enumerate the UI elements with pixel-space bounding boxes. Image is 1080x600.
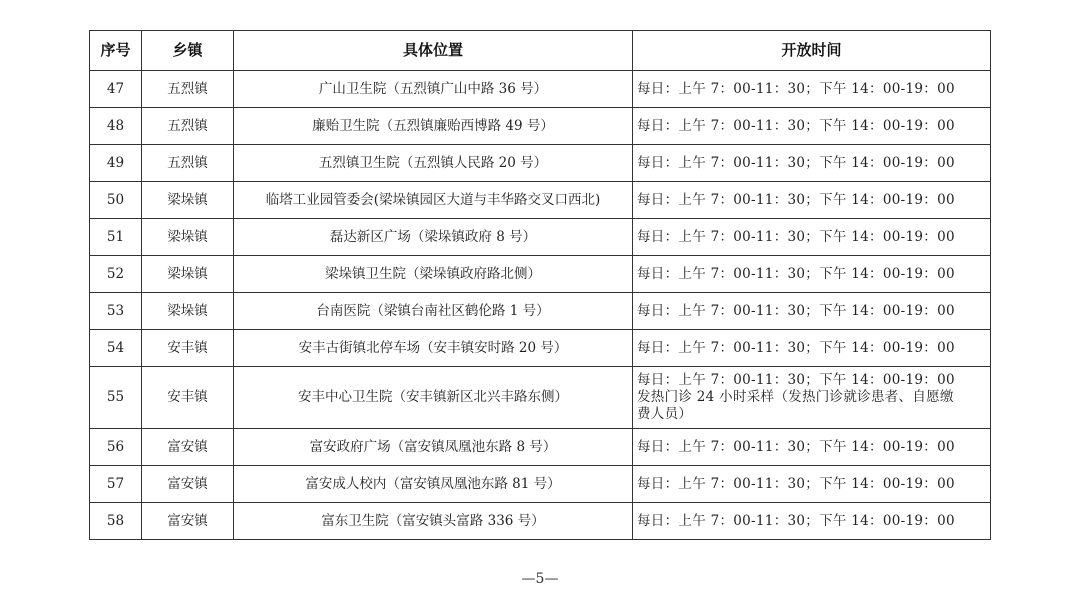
- cell-no: 47: [90, 71, 142, 108]
- hours-line: 费人员）: [637, 406, 693, 422]
- cell-no: 53: [90, 293, 142, 330]
- table-row: [90, 293, 991, 330]
- cell-location: 磊达新区广场（梁垛镇政府 8 号）: [234, 219, 633, 256]
- cell-hours: [633, 108, 991, 145]
- cell-town: 五烈镇: [142, 145, 234, 182]
- cell-town: 安丰镇: [142, 330, 234, 367]
- hours-line: 每日：上午 7：00-11：30；下午 14：00-19：00: [637, 117, 955, 134]
- hours-line: 每日：上午 7：00-11：30；下午 14：00-19：00: [637, 80, 955, 97]
- cell-hours: [633, 330, 991, 367]
- cell-hours: [633, 293, 991, 330]
- table-row: [90, 503, 991, 540]
- hours-line: 每日：上午 7：00-11：30；下午 14：00-19：00: [637, 339, 955, 356]
- cell-location: 临塔工业园管委会(梁垛镇园区大道与丰华路交叉口西北): [234, 182, 633, 219]
- cell-hours: [633, 182, 991, 219]
- cell-town: 安丰镇: [142, 367, 234, 429]
- header-hours: 开放时间: [633, 31, 991, 71]
- hours-line: 发热门诊 24 小时采样（发热门诊就诊患者、自愿缴: [637, 389, 954, 405]
- cell-town: 梁垛镇: [142, 182, 234, 219]
- cell-no: 51: [90, 219, 142, 256]
- hours-line: 每日：上午 7：00-11：30；下午 14：00-19：00: [637, 475, 955, 492]
- table-row: [90, 466, 991, 503]
- cell-town: 五烈镇: [142, 108, 234, 145]
- testing-sites-table: [89, 30, 991, 540]
- table-row: [90, 330, 991, 367]
- cell-location: 广山卫生院（五烈镇广山中路 36 号）: [234, 71, 633, 108]
- cell-location: 富安成人校内（富安镇凤凰池东路 81 号）: [234, 466, 633, 503]
- page-number: —5—: [521, 571, 559, 587]
- cell-town: 梁垛镇: [142, 219, 234, 256]
- hours-line: 每日：上午 7：00-11：30；下午 14：00-19：00: [637, 228, 955, 245]
- hours-line: 每日：上午 7：00-11：30；下午 14：00-19：00: [637, 438, 955, 455]
- table-row: [90, 145, 991, 182]
- cell-hours: [633, 219, 991, 256]
- cell-town: 富安镇: [142, 429, 234, 466]
- cell-no: 54: [90, 330, 142, 367]
- cell-no: 48: [90, 108, 142, 145]
- table-row: [90, 256, 991, 293]
- hours-line: 每日：上午 7：00-11：30；下午 14：00-19：00: [637, 265, 955, 282]
- cell-town: 富安镇: [142, 466, 234, 503]
- table-body: [90, 71, 991, 540]
- hours-line: 每日：上午 7：00-11：30；下午 14：00-19：00: [637, 154, 955, 171]
- hours-line: 每日：上午 7：00-11：30；下午 14：00-19：00: [637, 512, 955, 529]
- table-row: [90, 367, 991, 429]
- cell-hours: [633, 503, 991, 540]
- cell-location: 富东卫生院（富安镇头富路 336 号）: [234, 503, 633, 540]
- cell-hours: [633, 71, 991, 108]
- cell-no: 55: [90, 367, 142, 429]
- hours-line: 每日：上午 7：00-11：30；下午 14：00-19：00: [637, 302, 955, 319]
- hours-line: 每日：上午 7：00-11：30；下午 14：00-19：00: [637, 372, 955, 388]
- cell-town: 梁垛镇: [142, 256, 234, 293]
- header-no: 序号: [90, 31, 142, 71]
- cell-town: 五烈镇: [142, 71, 234, 108]
- table-row: [90, 108, 991, 145]
- cell-hours: [633, 429, 991, 466]
- table-row: [90, 429, 991, 466]
- cell-hours: [633, 145, 991, 182]
- table-row: [90, 219, 991, 256]
- cell-town: 梁垛镇: [142, 293, 234, 330]
- table-row: [90, 182, 991, 219]
- cell-location: 安丰古街镇北停车场（安丰镇安时路 20 号）: [234, 330, 633, 367]
- cell-location: 梁垛镇卫生院（梁垛镇政府路北侧）: [234, 256, 633, 293]
- cell-location: 富安政府广场（富安镇凤凰池东路 8 号）: [234, 429, 633, 466]
- header-town: 乡镇: [142, 31, 234, 71]
- hours-line: 每日：上午 7：00-11：30；下午 14：00-19：00: [637, 191, 955, 208]
- cell-location: 廉贻卫生院（五烈镇廉贻西博路 49 号）: [234, 108, 633, 145]
- cell-no: 56: [90, 429, 142, 466]
- cell-location: 五烈镇卫生院（五烈镇人民路 20 号）: [234, 145, 633, 182]
- cell-location: 安丰中心卫生院（安丰镇新区北兴丰路东侧）: [234, 367, 633, 429]
- table-header-row: [90, 31, 991, 71]
- cell-location: 台南医院（梁镇台南社区鹤伦路 1 号）: [234, 293, 633, 330]
- cell-no: 57: [90, 466, 142, 503]
- table-row: [90, 71, 991, 108]
- cell-no: 58: [90, 503, 142, 540]
- cell-hours: [633, 466, 991, 503]
- cell-hours: [633, 256, 991, 293]
- cell-no: 50: [90, 182, 142, 219]
- cell-no: 52: [90, 256, 142, 293]
- cell-hours: [633, 367, 991, 429]
- cell-no: 49: [90, 145, 142, 182]
- cell-town: 富安镇: [142, 503, 234, 540]
- header-location: 具体位置: [234, 31, 633, 71]
